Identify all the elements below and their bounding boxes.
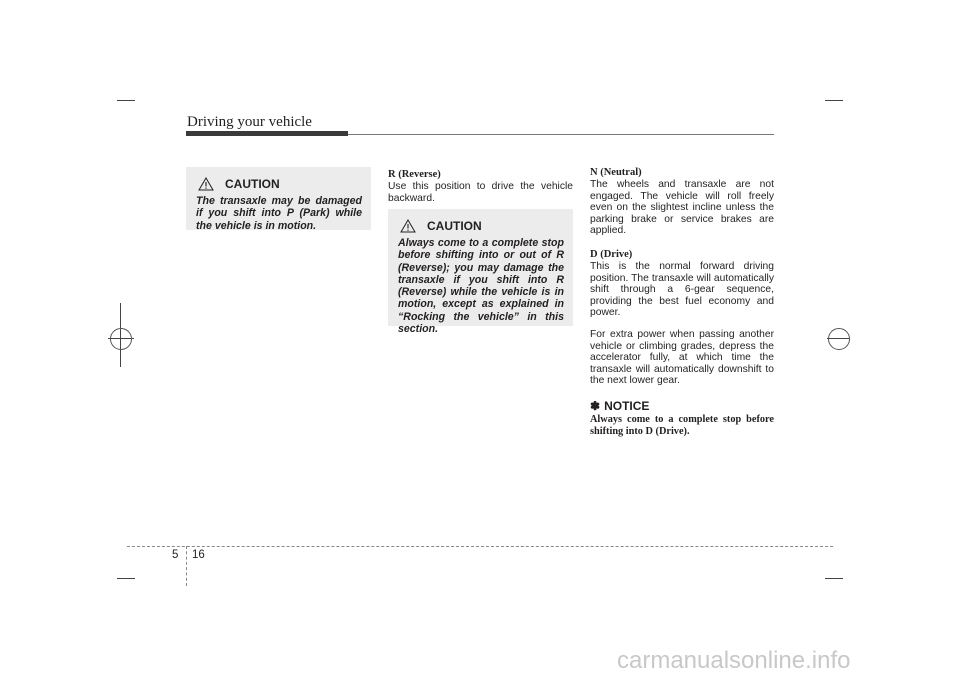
crop-mark — [117, 578, 135, 579]
section-heading-drive: D (Drive) — [590, 248, 633, 260]
page-header-title: Driving your vehicle — [187, 114, 312, 130]
notice-title: NOTICE — [604, 398, 650, 413]
notice-text: Always come to a complete stop before shifting into D (Drive). — [590, 413, 774, 437]
footer-rule — [127, 546, 833, 547]
drive-description: This is the normal forward driving position. The transaxle will automatically shift through a 6-gear sequence, providing the best fuel economy and power. — [590, 260, 774, 319]
neutral-description: The wheels and transaxle are not engaged. The vehicle will roll freely even on the slightest incline unless the parking brake or service brakes are applied. — [590, 179, 774, 237]
warning-triangle-icon — [198, 177, 214, 191]
page-number: 16 — [192, 549, 205, 561]
chapter-number: 5 — [172, 549, 179, 561]
drive-passing-description: For extra power when passing another vehicle or climbing grades, depress the accelerator fully, at which time the transaxle will automatically downshift to the next lower gear. — [590, 328, 774, 387]
registration-mark-circle — [110, 328, 132, 350]
caution-title: CAUTION — [427, 219, 482, 233]
notice-asterisk-icon: ✽ — [590, 398, 601, 413]
caution-box-reverse — [388, 209, 573, 336]
column-middle — [388, 168, 573, 204]
section-heading-neutral: N (Neutral) — [590, 167, 642, 178]
column-right — [590, 166, 774, 438]
registration-mark-circle — [828, 328, 850, 350]
crop-mark — [825, 578, 843, 579]
caution-header — [398, 217, 564, 235]
header-rule — [348, 134, 774, 135]
crop-mark — [825, 100, 843, 101]
crop-mark — [117, 100, 135, 101]
caution-title: CAUTION — [225, 177, 280, 191]
reverse-description: Use this position to drive the vehicle backward. — [388, 181, 573, 204]
caution-box-park — [186, 167, 371, 230]
warning-triangle-icon — [400, 219, 416, 233]
caution-header — [196, 175, 362, 193]
notice-header — [590, 399, 774, 413]
caution-text: Always come to a complete stop before shifting into or out of R (Reverse); you may damage the transaxle if you shift into R (Reverse) while the vehicle is in motion, except as explained in “Rocking the vehicle” in this section. — [398, 237, 564, 336]
section-heading-reverse: R (Reverse) — [388, 169, 441, 180]
caution-text: The transaxle may be damaged if you shift into P (Park) while the vehicle is in motion. — [196, 195, 362, 232]
watermark: carmanualsonline.info — [617, 647, 851, 674]
footer-divider — [186, 546, 187, 586]
header-bar — [186, 131, 348, 136]
